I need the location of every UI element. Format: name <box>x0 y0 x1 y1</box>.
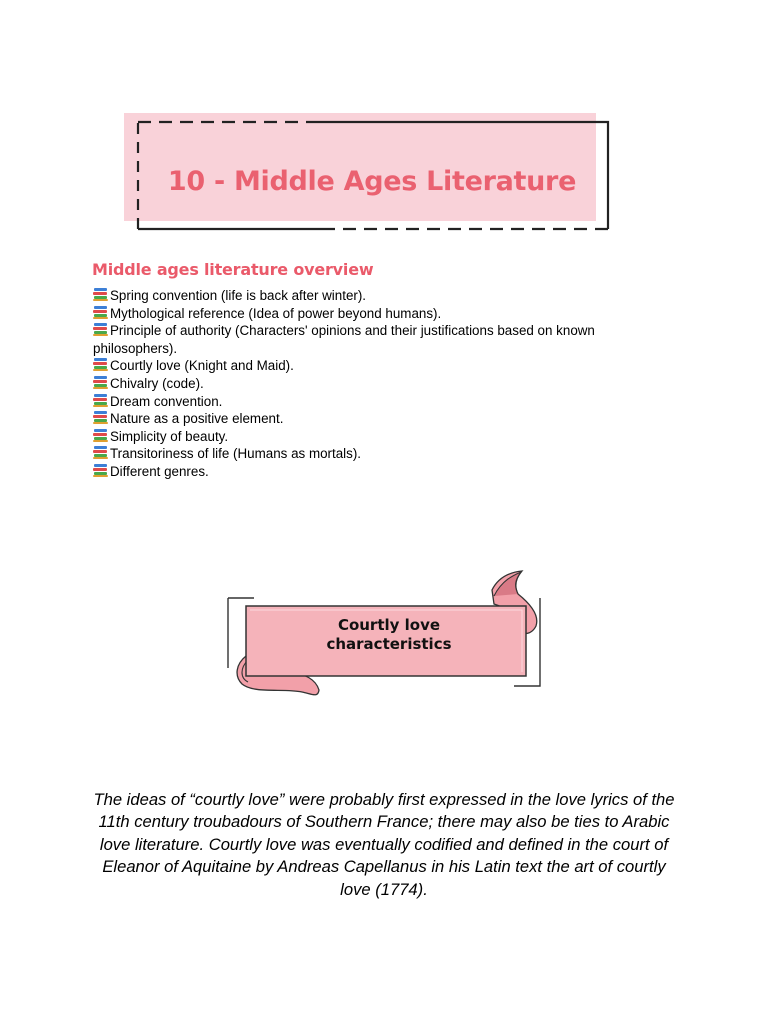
overview-list <box>93 287 653 481</box>
ribbon-title-line-1: Courtly love <box>337 616 441 634</box>
list-item-text: Nature as a positive element. <box>110 411 284 427</box>
list-item-text: Spring convention (life is back after winter). <box>110 288 367 303</box>
list-item <box>93 305 653 323</box>
list-item-text: Transitoriness of life (Humans as mortals). <box>110 446 362 462</box>
list-item-text: Courtly love (Knight and Maid). <box>110 358 294 374</box>
list-item <box>93 322 653 357</box>
list-item-text: Chivalry (code). <box>110 375 204 391</box>
ribbon-title <box>254 616 524 654</box>
list-item-text: Different genres. <box>110 463 209 479</box>
books-icon <box>93 411 109 424</box>
books-icon <box>93 358 109 371</box>
ribbon-title-line-2: characteristics <box>326 635 452 653</box>
list-item-text: Mythological reference (Idea of power beyond humans). <box>110 305 442 321</box>
list-item <box>93 375 653 393</box>
courtly-love-ribbon-banner <box>224 568 550 700</box>
title-banner <box>124 113 614 233</box>
overview-heading: Middle ages literature overview <box>92 260 374 279</box>
books-icon <box>93 376 109 389</box>
books-icon <box>93 446 109 459</box>
books-icon <box>93 464 109 477</box>
list-item <box>93 428 653 446</box>
list-item <box>93 445 653 463</box>
books-icon <box>93 323 109 336</box>
books-icon <box>93 306 109 319</box>
list-item <box>93 410 653 428</box>
list-item <box>93 287 653 305</box>
books-icon <box>93 394 109 407</box>
list-item <box>93 357 653 375</box>
list-item-text: Principle of authority (Characters' opinions and their justifications based on known philosophers). <box>93 323 595 356</box>
books-icon <box>93 429 109 442</box>
list-item-text: Simplicity of beauty. <box>110 428 229 444</box>
list-item-text: Dream convention. <box>110 393 223 409</box>
page-title: 10 - Middle Ages Literature <box>167 165 577 197</box>
courtly-love-paragraph: The ideas of “courtly love” were probably first expressed in the love lyrics of the 11th century troubadours of Southern France; there may also be ties to Arabic love literature. Courtly love was eventually codified and defined in the court of Eleanor of Aquitaine by Andreas Capellanus in his Latin text the art of courtly love (1774). <box>93 790 675 899</box>
list-item <box>93 463 653 481</box>
list-item <box>93 393 653 411</box>
books-icon <box>93 288 109 301</box>
